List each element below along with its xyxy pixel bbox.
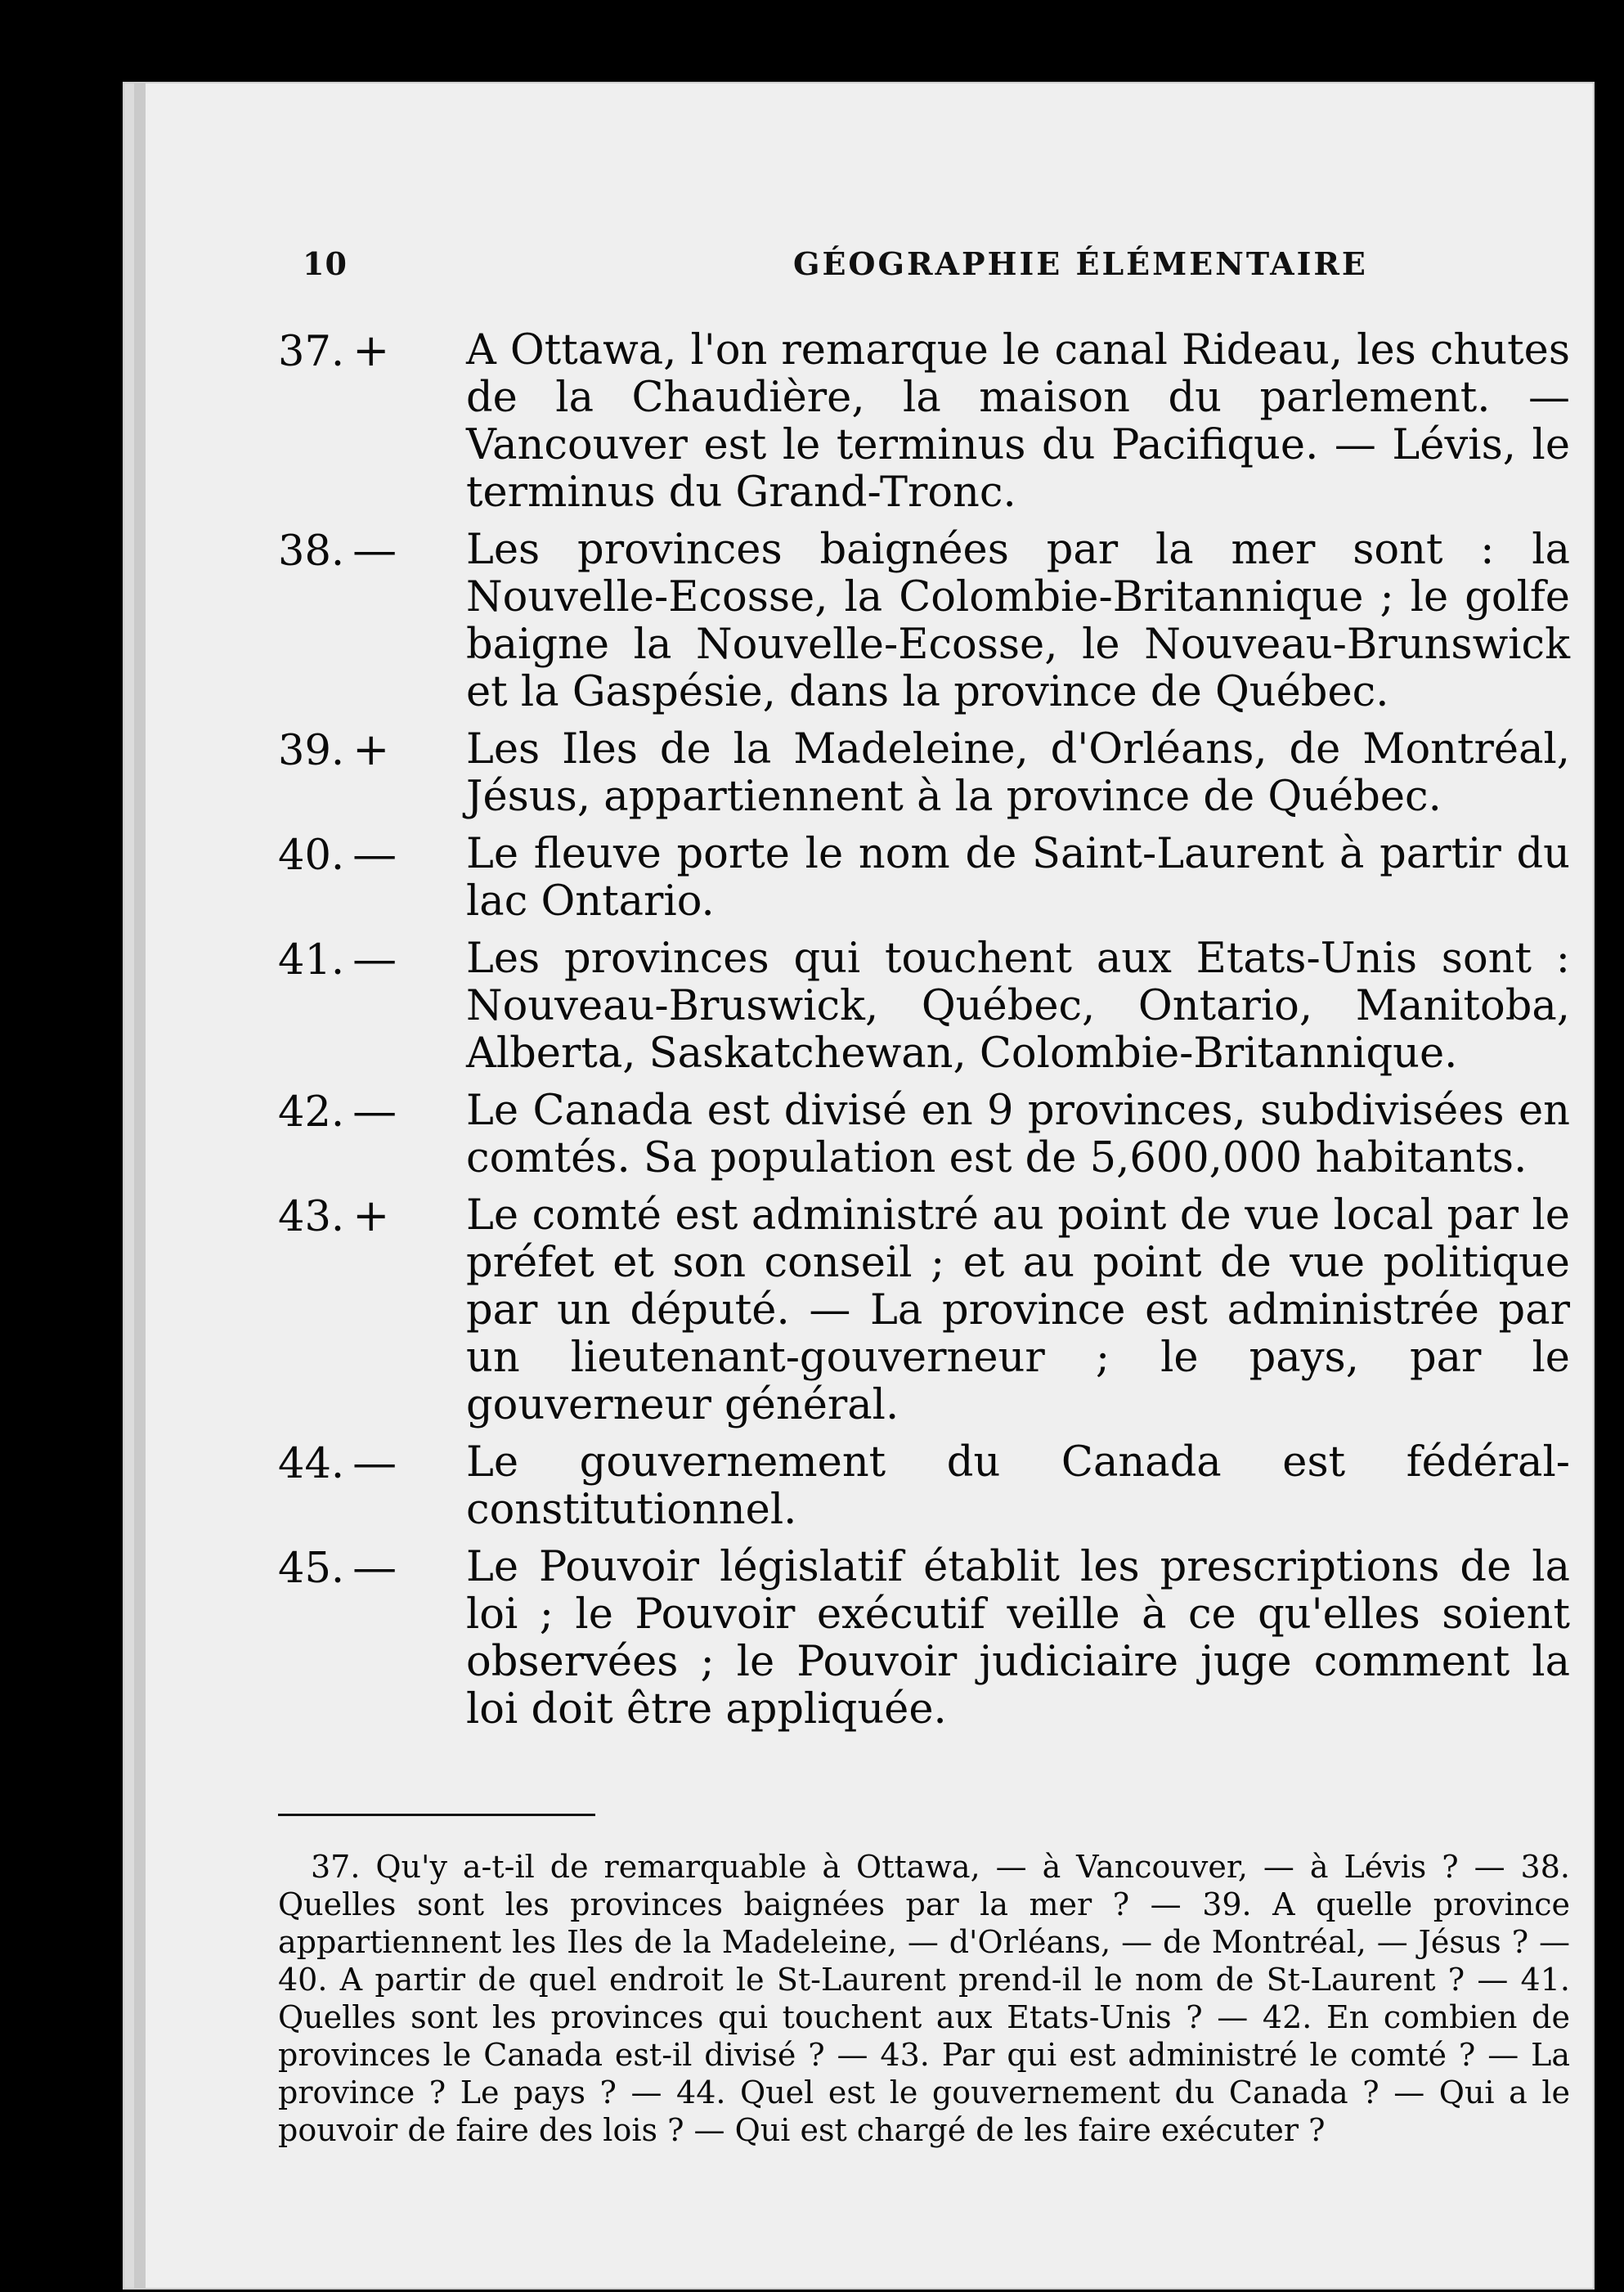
lesson-items [278,327,1570,1743]
item-number: 45. [278,1545,345,1593]
item-text: Le Canada est divisé en 9 provinces, subdivisées en comtés. Sa population est de 5,600,000 habitants. [466,1087,1570,1182]
lesson-item [278,1085,1570,1182]
lesson-item [278,935,1570,1078]
item-text: Le comté est administré au point de vue local par le préfet et son conseil ; et au point de vue politique par un député. — La province est administrée par un lieutenant-gouverneur ; le pays, par le gouverneur général. [466,1191,1570,1429]
lesson-item [278,327,1570,517]
item-text: A Ottawa, l'on remarque le canal Rideau, les chutes de la Chaudière, la maison du parlement. — Vancouver est le terminus du Pacifique. — Lévis, le terminus du Grand-Tronc. [466,326,1570,517]
item-number: 41. [278,936,345,985]
item-number: 43. [278,1193,345,1241]
item-number: 42. [278,1088,345,1137]
item-text: Les provinces baignées par la mer sont : la Nouvelle-Ecosse, la Colombie-Britannique ; le golfe baigne la Nouvelle-Ecosse, le Nouveau-Brunswick et la Gaspésie, dans la province de Québec. [466,526,1570,716]
page-number: 10 [303,245,348,282]
item-number: 37. [278,328,345,376]
item-text: Le Pouvoir législatif établit les prescriptions de la loi ; le Pouvoir exécutif veille à ce qu'elles soient observées ; le Pouvoir judiciaire juge comment la loi doit être appliquée. [466,1543,1570,1734]
lesson-item [278,726,1570,821]
item-mark: — [352,1541,397,1593]
lesson-item [278,1192,1570,1429]
lesson-item [278,1541,1570,1734]
item-mark: + [352,1190,390,1241]
book-page [123,82,1595,2290]
item-text: Le fleuve porte le nom de Saint-Laurent à partir du lac Ontario. [466,830,1570,926]
item-mark: — [352,524,397,576]
lesson-item [278,828,1570,926]
running-title: GÉOGRAPHIE ÉLÉMENTAIRE [793,245,1368,282]
item-text: Les provinces qui touchent aux Etats-Unis sont : Nouveau-Bruswick, Québec, Ontario, Manitoba, Alberta, Saskatchewan, Colombie-Britannique. [466,935,1570,1078]
item-number: 39. [278,727,345,775]
item-text: Le gouvernement du Canada est fédéral-constitutionnel. [466,1438,1570,1534]
review-questions: 37. Qu'y a-t-il de remarquable à Ottawa, — à Vancouver, — à Lévis ? — 38. Quelles sont les provinces baignées par la mer ? — 39. A quelle province appartiennent les Iles de la Madeleine, — d'Orléans, — de Montréal, — Jésus ? — 40. A partir de quel endroit le St-Laurent prend-il le nom de St-Laurent ? — 41. Quelles sont les provinces qui touchent aux Etats-Unis ? — 42. En combien de provinces le Canada est-il divisé ? — 43. Par qui est administré le comté ? — La province ? Le pays ? — 44. Quel est le gouvernement du Canada ? — Qui a le pouvoir de faire des lois ? — Qui est chargé de les faire exécuter ? [278,1849,1570,2148]
item-mark: + [352,724,390,775]
item-text: Les Iles de la Madeleine, d'Orléans, de Montréal, Jésus, appartiennent à la province de Québec. [466,725,1570,821]
lesson-item [278,524,1570,716]
item-mark: — [352,933,397,985]
item-number: 44. [278,1440,345,1488]
footnote-divider [278,1814,595,1816]
item-number: 38. [278,527,345,576]
item-mark: — [352,828,397,880]
item-mark: — [352,1085,397,1137]
item-number: 40. [278,832,345,880]
item-mark: — [352,1437,397,1488]
item-mark: + [352,325,390,376]
lesson-item [278,1439,1570,1534]
